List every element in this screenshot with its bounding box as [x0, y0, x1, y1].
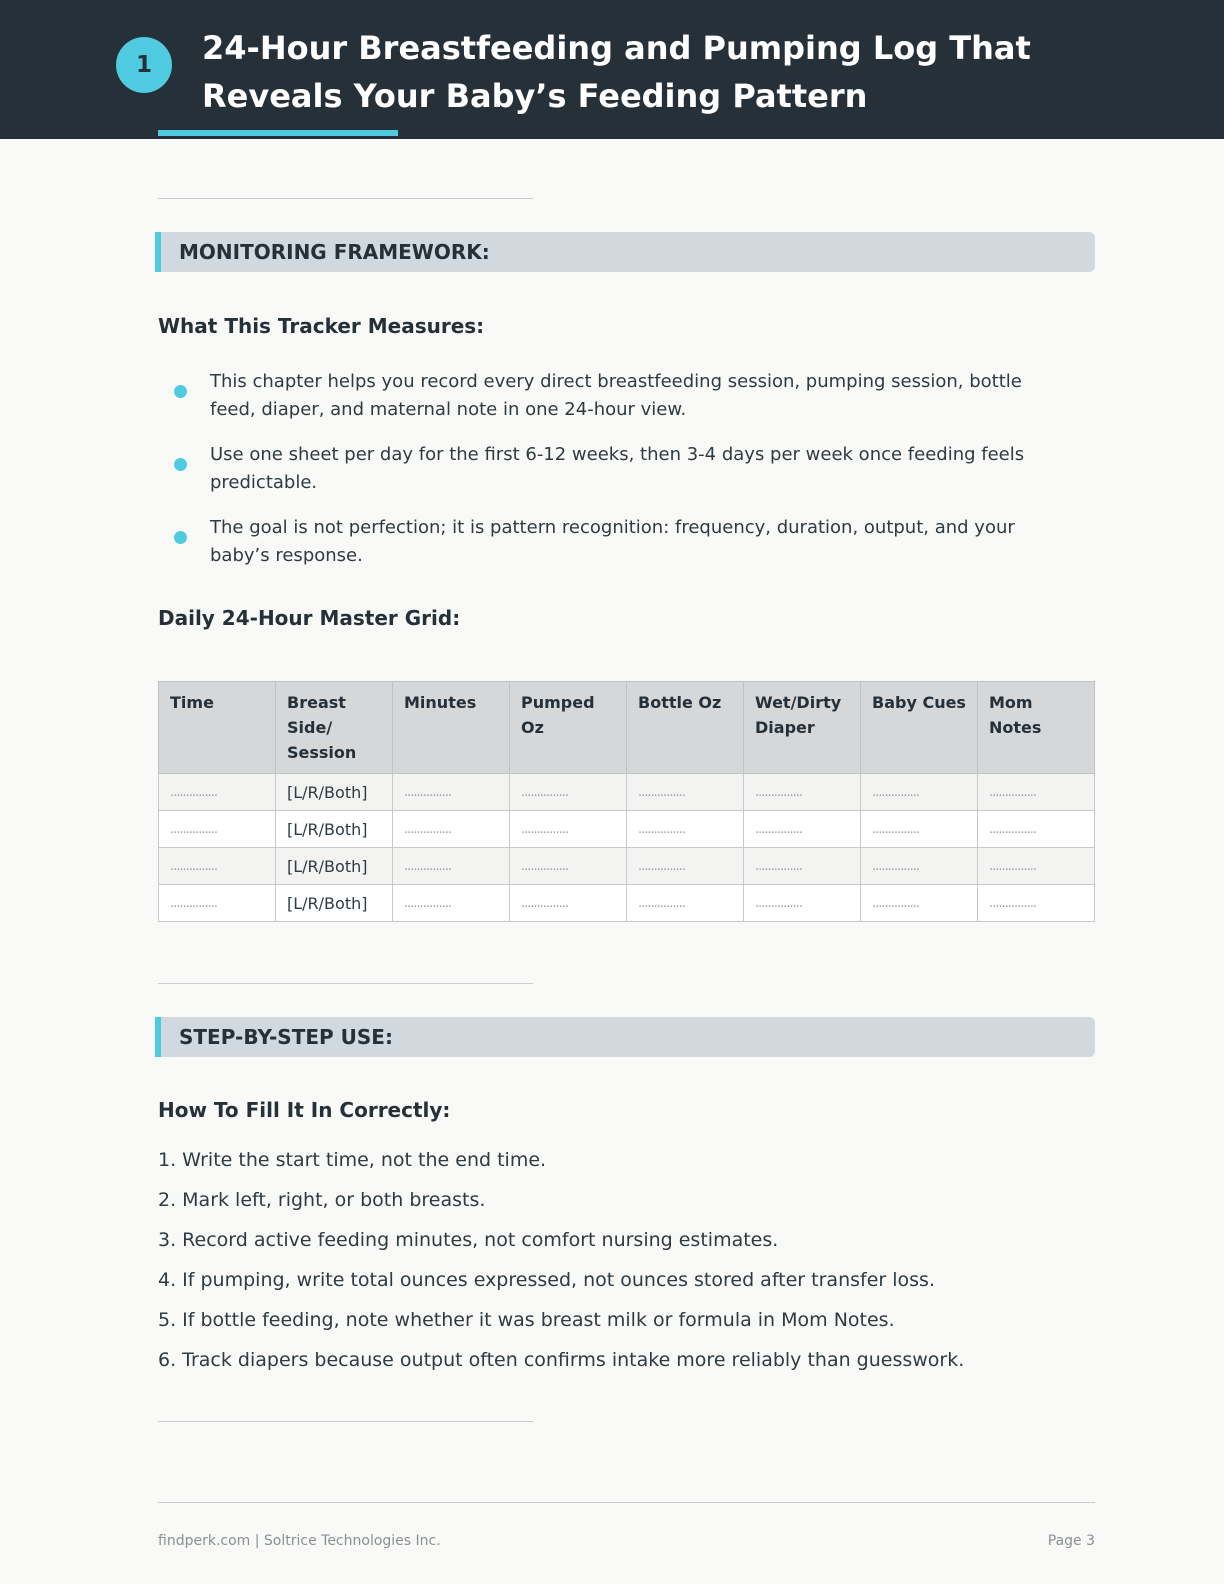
column-header-baby-cues: Baby Cues — [861, 682, 978, 774]
breast-side-cell[interactable]: [L/R/Both] — [276, 774, 393, 811]
bullet-list — [158, 368, 1058, 587]
breast-side-cell[interactable]: [L/R/Both] — [276, 811, 393, 848]
baby-cues-cell[interactable]: ............... — [861, 885, 978, 922]
page-header — [0, 0, 1224, 139]
bottle-oz-cell[interactable]: ............... — [627, 811, 744, 848]
table-row — [159, 885, 1095, 922]
bullet-text: This chapter helps you record every direct breastfeeding session, pumping session, bottle feed, diaper, and maternal note in one 24-hour view. — [210, 371, 1022, 420]
time-cell[interactable]: ............... — [159, 885, 276, 922]
footer-divider — [158, 1502, 1095, 1503]
list-item: 4. If pumping, write total ounces expressed, not ounces stored after transfer loss. — [158, 1269, 935, 1291]
column-header-breast-side: Breast Side/ Session — [276, 682, 393, 774]
table-row — [159, 811, 1095, 848]
table-header-row — [159, 682, 1095, 774]
time-cell[interactable]: ............... — [159, 811, 276, 848]
section-heading-monitoring — [155, 232, 1095, 272]
minutes-cell[interactable]: ............... — [393, 848, 510, 885]
list-item — [158, 368, 1058, 424]
bullet-dot-icon — [174, 385, 187, 398]
divider — [158, 1421, 533, 1422]
title-underline — [158, 130, 398, 136]
pumped-oz-cell[interactable]: ............... — [510, 885, 627, 922]
list-item: 3. Record active feeding minutes, not comfort nursing estimates. — [158, 1229, 779, 1251]
column-header-mom-notes: Mom Notes — [978, 682, 1095, 774]
diaper-cell[interactable]: ............... — [744, 885, 861, 922]
master-grid-table — [158, 681, 1095, 922]
chapter-number-badge: 1 — [116, 37, 172, 93]
column-header-bottle-oz: Bottle Oz — [627, 682, 744, 774]
mom-notes-cell[interactable]: ............... — [978, 811, 1095, 848]
list-item: 2. Mark left, right, or both breasts. — [158, 1189, 486, 1211]
footer-source: findperk.com | Soltrice Technologies Inc. — [158, 1533, 441, 1549]
steps-list — [158, 1146, 1108, 1386]
column-header-pumped-oz: Pumped Oz — [510, 682, 627, 774]
bottle-oz-cell[interactable]: ............... — [627, 848, 744, 885]
divider — [158, 198, 533, 199]
diaper-cell[interactable]: ............... — [744, 848, 861, 885]
diaper-cell[interactable]: ............... — [744, 774, 861, 811]
subheading-tracker-measures: What This Tracker Measures: — [158, 314, 485, 338]
column-header-time: Time — [159, 682, 276, 774]
list-item — [158, 514, 1058, 570]
mom-notes-cell[interactable]: ............... — [978, 774, 1095, 811]
minutes-cell[interactable]: ............... — [393, 774, 510, 811]
diaper-cell[interactable]: ............... — [744, 811, 861, 848]
pumped-oz-cell[interactable]: ............... — [510, 848, 627, 885]
bullet-text: The goal is not perfection; it is pattern recognition: frequency, duration, output, and your baby’s response. — [210, 517, 1015, 566]
bullet-text: Use one sheet per day for the first 6-12 weeks, then 3-4 days per week once feeding feels predictable. — [210, 444, 1025, 493]
pumped-oz-cell[interactable]: ............... — [510, 811, 627, 848]
subheading-fill-correctly: How To Fill It In Correctly: — [158, 1098, 451, 1122]
table-row — [159, 848, 1095, 885]
section-heading-text: STEP-BY-STEP USE: — [179, 1025, 393, 1049]
time-cell[interactable]: ............... — [159, 774, 276, 811]
breast-side-cell[interactable]: [L/R/Both] — [276, 885, 393, 922]
breast-side-cell[interactable]: [L/R/Both] — [276, 848, 393, 885]
minutes-cell[interactable]: ............... — [393, 811, 510, 848]
mom-notes-cell[interactable]: ............... — [978, 848, 1095, 885]
column-header-minutes: Minutes — [393, 682, 510, 774]
pumped-oz-cell[interactable]: ............... — [510, 774, 627, 811]
minutes-cell[interactable]: ............... — [393, 885, 510, 922]
bullet-dot-icon — [174, 458, 187, 471]
baby-cues-cell[interactable]: ............... — [861, 811, 978, 848]
bottle-oz-cell[interactable]: ............... — [627, 885, 744, 922]
page-title: 24-Hour Breastfeeding and Pumping Log That Reveals Your Baby’s Feeding Pattern — [202, 29, 1031, 115]
bullet-dot-icon — [174, 531, 187, 544]
column-header-diaper: Wet/Dirty Diaper — [744, 682, 861, 774]
bottle-oz-cell[interactable]: ............... — [627, 774, 744, 811]
page-number: Page 3 — [1047, 1533, 1095, 1549]
mom-notes-cell[interactable]: ............... — [978, 885, 1095, 922]
list-item: 1. Write the start time, not the end time. — [158, 1149, 547, 1171]
baby-cues-cell[interactable]: ............... — [861, 774, 978, 811]
table-row — [159, 774, 1095, 811]
list-item: 6. Track diapers because output often confirms intake more reliably than guesswork. — [158, 1349, 965, 1371]
section-heading-steps — [155, 1017, 1095, 1057]
subheading-master-grid: Daily 24-Hour Master Grid: — [158, 606, 461, 630]
list-item: 5. If bottle feeding, note whether it was breast milk or formula in Mom Notes. — [158, 1309, 895, 1331]
baby-cues-cell[interactable]: ............... — [861, 848, 978, 885]
list-item — [158, 441, 1058, 497]
divider — [158, 983, 533, 984]
section-heading-text: MONITORING FRAMEWORK: — [179, 240, 490, 264]
time-cell[interactable]: ............... — [159, 848, 276, 885]
